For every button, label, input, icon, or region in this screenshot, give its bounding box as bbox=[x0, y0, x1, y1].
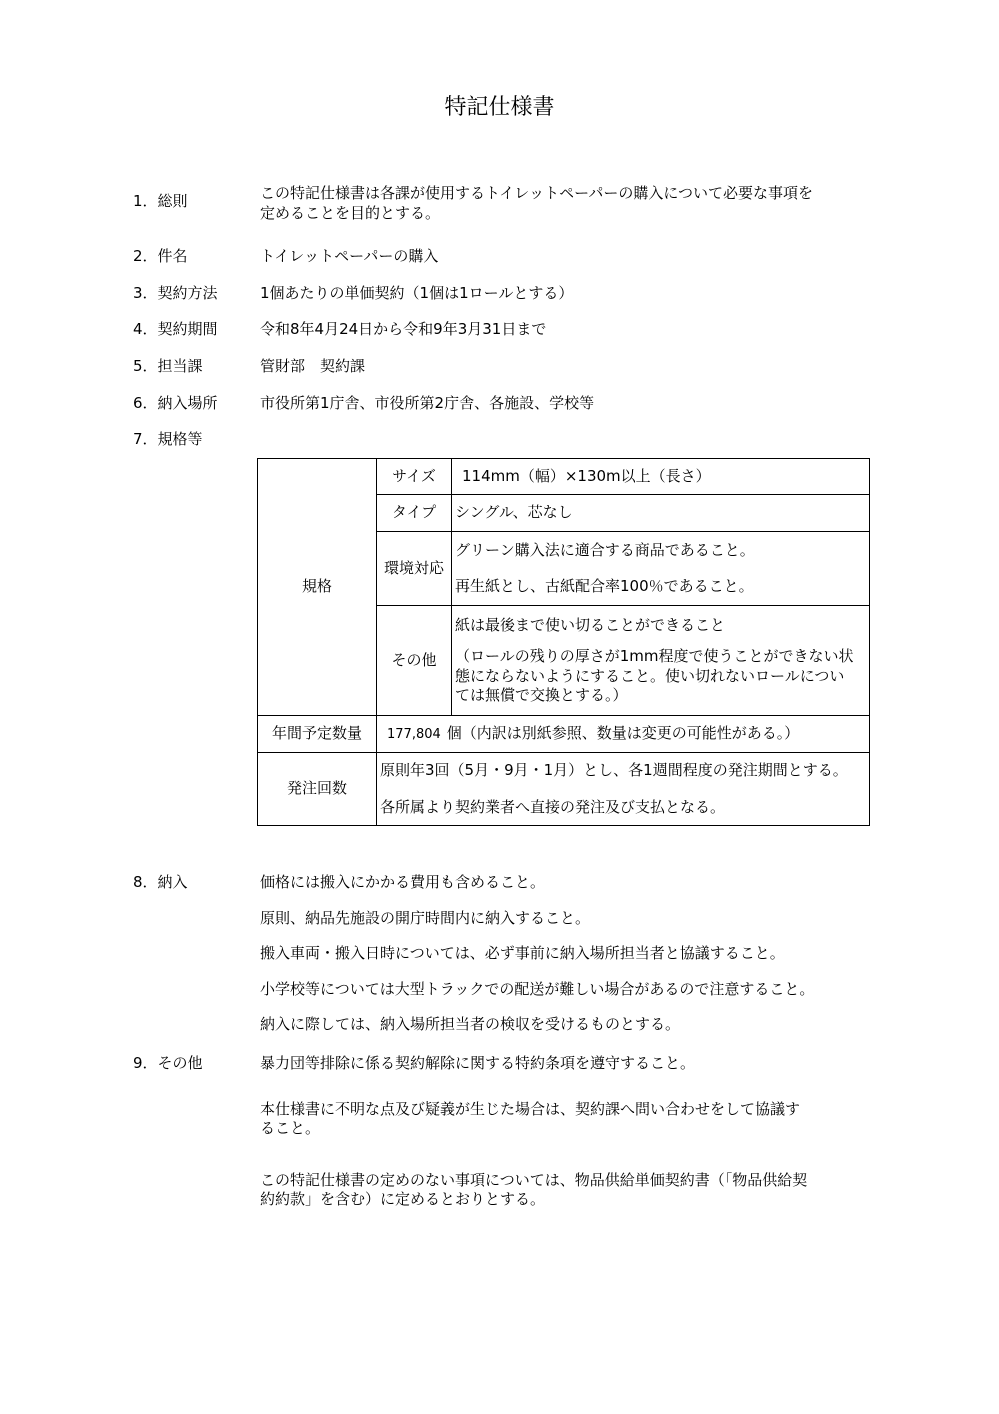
text-line: ては無償で交換とする。） bbox=[455, 686, 628, 704]
section-body: 市役所第1庁舎、市役所第2庁舎、各施設、学校等 bbox=[260, 394, 595, 412]
table-row bbox=[258, 753, 870, 826]
list-item: 搬入車両・搬入日時については、必ず事前に納入場所担当者と協議すること。 bbox=[260, 944, 785, 962]
section-body bbox=[260, 1054, 870, 1210]
text-line: この特記仕様書は各課が使用するトイレットペーパーの購入について必要な事項を bbox=[260, 184, 814, 202]
text-line: 定めることを目的とする。 bbox=[260, 203, 441, 222]
annual-quantity-value bbox=[377, 716, 870, 753]
annual-quantity-number: 177,804 bbox=[387, 727, 441, 743]
section-body: 管財部 契約課 bbox=[260, 357, 366, 375]
section-number: 6．納入場所 bbox=[133, 394, 218, 412]
section-number: 7．規格等 bbox=[133, 430, 203, 448]
size-value: 114mm（幅）×130m以上（長さ） bbox=[452, 459, 870, 495]
text-line: この特記仕様書の定めのない事項については、物品供給単価契約書（「物品供給契 bbox=[260, 1170, 808, 1189]
other-label: その他 bbox=[377, 606, 452, 716]
annual-quantity-label: 年間予定数量 bbox=[258, 716, 377, 753]
spec-table bbox=[257, 458, 870, 826]
text-line: 各所属より契約業者へ直接の発注及び支払となる。 bbox=[380, 797, 726, 816]
text-line: グリーン購入法に適合する商品であること。 bbox=[455, 540, 755, 559]
list-item: 暴力団等排除に係る契約解除に関する特約条項を遵守すること。 bbox=[260, 1054, 696, 1072]
section-number: 8．納入 bbox=[133, 873, 188, 891]
other-value bbox=[452, 606, 870, 716]
type-label: タイプ bbox=[377, 495, 452, 532]
document-title: 特記仕様書 bbox=[444, 95, 555, 120]
order-frequency-label: 発注回数 bbox=[258, 753, 377, 826]
type-value: シングル、芯なし bbox=[452, 495, 870, 532]
text-line: 約約款」を含む）に定めるとおりとする。 bbox=[260, 1190, 546, 1208]
section-body: トイレットペーパーの購入 bbox=[260, 247, 439, 265]
list-item: 価格には搬入にかかる費用も含めること。 bbox=[260, 873, 546, 891]
text-line: 原則年3回（5月・9月・1月）とし、各1週間程度の発注期間とする。 bbox=[380, 761, 848, 779]
section-body bbox=[260, 184, 870, 223]
annual-quantity-text: 個（内訳は別紙参照、数量は変更の可能性がある。） bbox=[446, 724, 800, 743]
section-body: 1個あたりの単価契約（1個は1ロールとする） bbox=[260, 284, 574, 302]
section-number: 2．件名 bbox=[133, 247, 188, 265]
environment-value bbox=[452, 532, 870, 606]
list-item: 原則、納品先施設の開庁時間内に納入すること。 bbox=[260, 908, 591, 927]
text-line: 再生紙とし、古紙配合率100％であること。 bbox=[455, 577, 754, 595]
section-number: 9．その他 bbox=[133, 1054, 203, 1072]
text-line: 本仕様書に不明な点及び疑義が生じた場合は、契約課へ問い合わせをして協議す bbox=[260, 1099, 801, 1118]
text-line: 態にならないようにすること。使い切れないロールについ bbox=[455, 666, 845, 685]
order-frequency-value bbox=[377, 753, 870, 826]
size-label: サイズ bbox=[377, 459, 452, 495]
section-body: 令和8年4月24日から令和9年3月31日まで bbox=[260, 320, 547, 338]
text-line: （ロールの残りの厚さが1mm程度で使うことができない状 bbox=[455, 647, 854, 665]
list-item: 小学校等については大型トラックでの配送が難しい場合があるので注意すること。 bbox=[260, 979, 815, 998]
table-row bbox=[258, 716, 870, 753]
section-body bbox=[260, 873, 870, 1035]
text-line: 紙は最後まで使い切ることができること bbox=[455, 615, 726, 634]
spec-group-label: 規格 bbox=[258, 459, 377, 716]
list-item: 納入に際しては、納入場所担当者の検収を受けるものとする。 bbox=[260, 1015, 681, 1033]
section-number: 5．担当課 bbox=[133, 357, 203, 375]
text-line: ること。 bbox=[260, 1119, 321, 1137]
section-number: 4．契約期間 bbox=[133, 320, 218, 338]
section-number: 1．総則 bbox=[133, 192, 188, 210]
table-row bbox=[258, 459, 870, 495]
environment-label: 環境対応 bbox=[377, 532, 452, 606]
section-number: 3．契約方法 bbox=[133, 284, 218, 302]
